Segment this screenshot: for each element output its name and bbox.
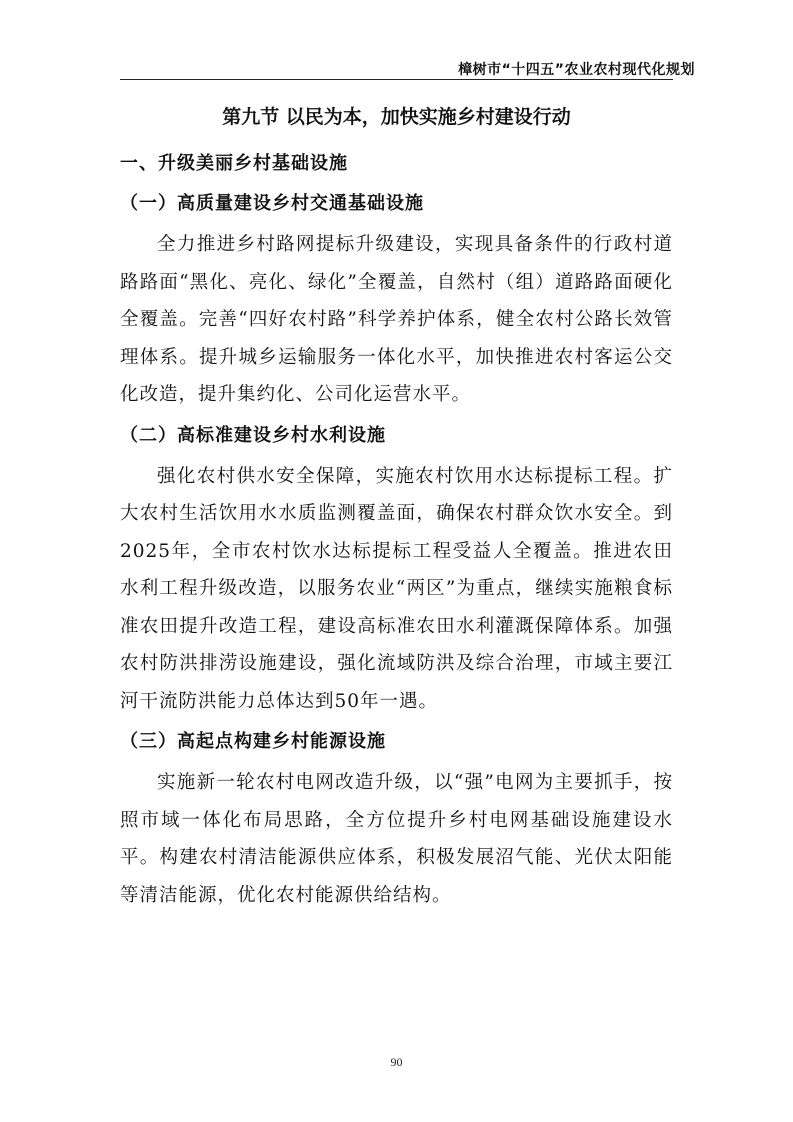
- page-number: 90: [390, 1055, 403, 1069]
- subsection-paragraph-1: 全力推进乡村路网提标升级建设，实现具备条件的行政村道路路面“黑化、亮化、绿化”全覆盖，自然村（组）道路路面硬化全覆盖。完善“四好农村路”科学养护体系，健全农村公路长效管理体系。提升城乡运输服务一体化水平，加快推进农村客运公交化改造，提升集约化、公司化运营水平。: [120, 234, 673, 405]
- page-body: [120, 100, 673, 918]
- running-header-title: 樟树市“十四五”农业农村现代化规划: [458, 62, 695, 78]
- subsection-heading-2: （二）高标准建设乡村水利设施: [120, 424, 386, 446]
- subsection-heading-1: （一）高质量建设乡村交通基础设施: [120, 193, 424, 214]
- heading-level-1: 一、升级美丽乡村基础设施: [120, 153, 348, 174]
- subsection-paragraph-2: 强化农村供水安全保障，实施农村饮用水达标提标工程。扩大农村生活饮用水水质监测覆盖面，确保农村群众饮水安全。到2025年，全市农村饮水达标提标工程受益人全覆盖。推进农田水利工程升级改造，以服务农业“两区”为重点，继续实施粮食标准农田提升改造工程，建设高标准农田水利灌溉保障体系。加强农村防洪排涝设施建设，强化流域防洪及综合治理，市域主要江河干流防洪能力总体达到50年一遇。: [120, 465, 673, 712]
- header-rule: [120, 79, 673, 80]
- subsection-heading-3: （三）高起点构建乡村能源设施: [120, 731, 386, 752]
- section-title: 第九节 以民为本，加快实施乡村建设行动: [222, 106, 571, 128]
- subsection-paragraph-3: 实施新一轮农村电网改造升级，以“强”电网为主要抓手，按照市域一体化布局思路，全方位提升乡村电网基础设施建设水平。构建农村清洁能源供应体系，积极发展沼气能、光伏太阳能等清洁能源，优化农村能源供给结构。: [120, 772, 673, 906]
